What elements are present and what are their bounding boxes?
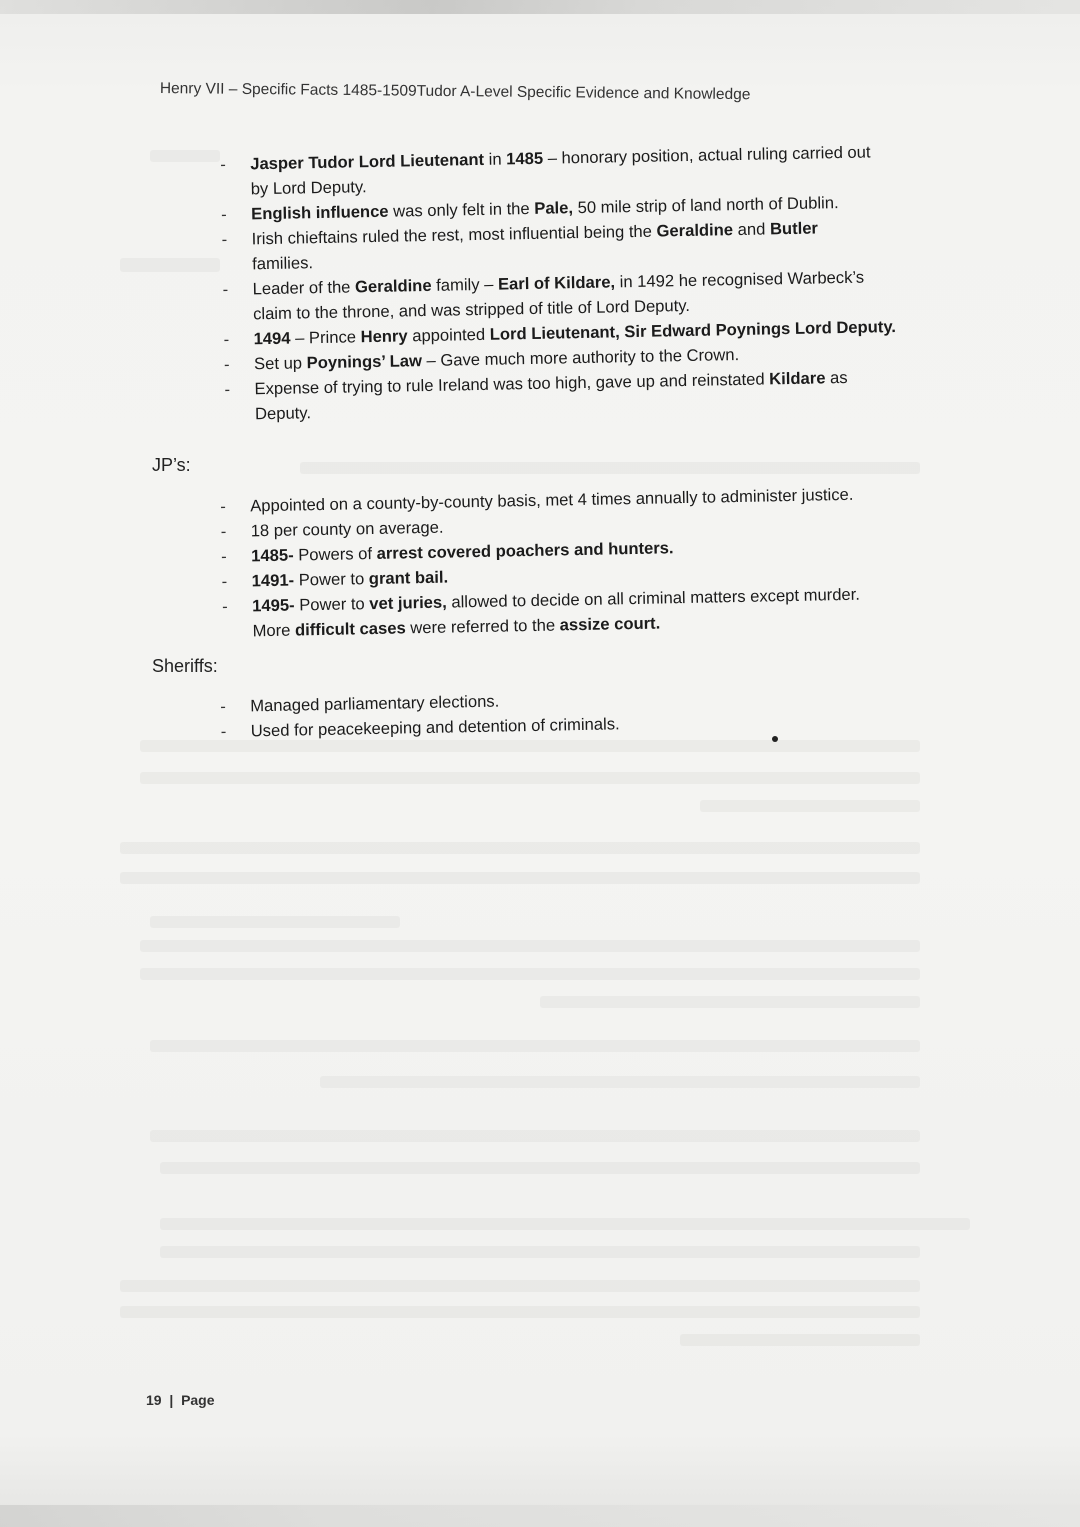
bullet-dash: - [220, 696, 226, 716]
bullet-dash: - [222, 279, 229, 299]
text: allowed to decide on all criminal matters except murder. [446, 584, 861, 612]
scan-bottom-edge [0, 1505, 1080, 1527]
bullet-dash: - [223, 329, 230, 349]
bold-text: vet juries, [369, 592, 447, 614]
bold-text: Pale, [534, 198, 574, 218]
bold-text: Lord Lieutenant, Sir Edward Poynings Lord Deputy. [489, 316, 897, 344]
text: 18 per county on average. [250, 517, 444, 541]
page-word: Page [181, 1392, 215, 1408]
bullet-dash: - [224, 379, 231, 399]
bold-text: Poynings’ Law [306, 351, 423, 373]
bold-text: 1491- [251, 570, 295, 591]
bleed-through [700, 800, 920, 812]
bullet-dash: - [223, 354, 230, 374]
text: 50 mile strip of land north of Dublin. [572, 193, 839, 218]
bleed-through [140, 968, 920, 980]
bleed-through [150, 1130, 920, 1142]
footer-separator: | [165, 1392, 178, 1408]
bullet-dash: - [221, 571, 228, 591]
bold-text: 1494 [253, 328, 291, 349]
text: Power to [293, 569, 370, 590]
bold-text: Henry [360, 326, 408, 347]
bleed-through [140, 772, 920, 784]
text: Appointed on a county-by-county basis, met 4 times annually to administer justice. [250, 484, 854, 516]
bleed-through [120, 1306, 920, 1318]
text: by Lord Deputy. [250, 177, 367, 199]
text: were referred to the [405, 615, 560, 638]
bleed-through [120, 872, 920, 884]
text: – Gave much more authority to the Crown. [421, 344, 740, 371]
bleed-through [120, 842, 920, 854]
scan-top-edge [0, 0, 1080, 14]
bleed-through [680, 1334, 920, 1346]
text: Expense of trying to rule Ireland was too high, gave up and reinstated [254, 369, 770, 399]
document-header: Henry VII – Specific Facts 1485-1509Tudor A-Level Specific Evidence and Knowledge [159, 80, 751, 104]
bullet-dash: - [220, 496, 226, 516]
text: Irish chieftains ruled the rest, most influential being the [251, 221, 657, 249]
text: Leader of the [252, 277, 356, 299]
bullet-dash: - [221, 546, 227, 566]
jps-bullet-list [216, 479, 979, 644]
bold-text: Geraldine [354, 275, 432, 297]
bleed-through [150, 1040, 920, 1052]
text: family – [431, 274, 499, 295]
bullet-dash: - [221, 204, 227, 224]
bleed-through [150, 916, 400, 928]
sheriffs-label: Sheriffs: [152, 656, 218, 676]
bleed-through [540, 996, 920, 1008]
bleed-through [160, 1218, 970, 1230]
text: Used for peacekeeping and detention of criminals. [250, 714, 620, 741]
text: Powers of [293, 543, 377, 565]
text: More [252, 620, 296, 641]
bleed-through [120, 1280, 920, 1292]
page-footer [146, 1392, 215, 1408]
bold-text: difficult cases [294, 618, 406, 640]
bold-text: Earl of Kildare, [497, 272, 616, 294]
text: Deputy. [254, 403, 312, 424]
text: in 1492 he recognised Warbeck’s [614, 267, 865, 292]
page-number: 19 [146, 1392, 162, 1408]
text: – Prince [290, 327, 361, 348]
text: and [732, 219, 771, 240]
bleed-through [300, 462, 920, 474]
bold-text: 1495- [251, 595, 295, 616]
text: claim to the throne, and was stripped of title of Lord Deputy. [252, 295, 691, 324]
bold-text: 1485- [251, 545, 294, 566]
bold-text: Kildare [769, 368, 826, 389]
text: families. [251, 253, 314, 274]
bullet-dash: - [221, 596, 228, 616]
bullet-dash: - [220, 154, 226, 174]
bold-text: 1485 [506, 148, 544, 169]
sheriffs-bullet-list [216, 679, 977, 744]
text: as [825, 367, 848, 388]
text: Managed parliamentary elections. [250, 691, 500, 716]
bleed-through [150, 150, 220, 162]
ireland-bullet-list [216, 137, 981, 427]
text: Set up [253, 353, 307, 374]
text: was only felt in the [388, 198, 535, 221]
bold-text: grant bail. [368, 567, 449, 589]
text: appointed [407, 324, 490, 346]
jps-label: JP’s: [152, 455, 191, 475]
bullet-dash: - [221, 229, 228, 249]
text: in [483, 149, 507, 169]
bold-text: arrest covered poachers and hunters. [376, 538, 674, 563]
bleed-through [160, 1162, 920, 1174]
bleed-through [120, 258, 220, 272]
text: – honorary position, actual ruling carried out [542, 142, 871, 168]
bold-text: Geraldine [656, 220, 734, 241]
bullet-dash: - [220, 721, 227, 741]
text: Power to [294, 594, 370, 615]
bleed-through [320, 1076, 920, 1088]
bold-text: Butler [769, 218, 819, 239]
bold-text: Jasper Tudor Lord Lieutenant [250, 149, 485, 174]
bold-text: assize court. [559, 613, 661, 635]
bold-text: English influence [251, 201, 389, 224]
bullet-dash: - [220, 521, 227, 541]
ink-mark [772, 736, 778, 742]
bleed-through [160, 1246, 920, 1258]
bleed-through [140, 940, 920, 952]
